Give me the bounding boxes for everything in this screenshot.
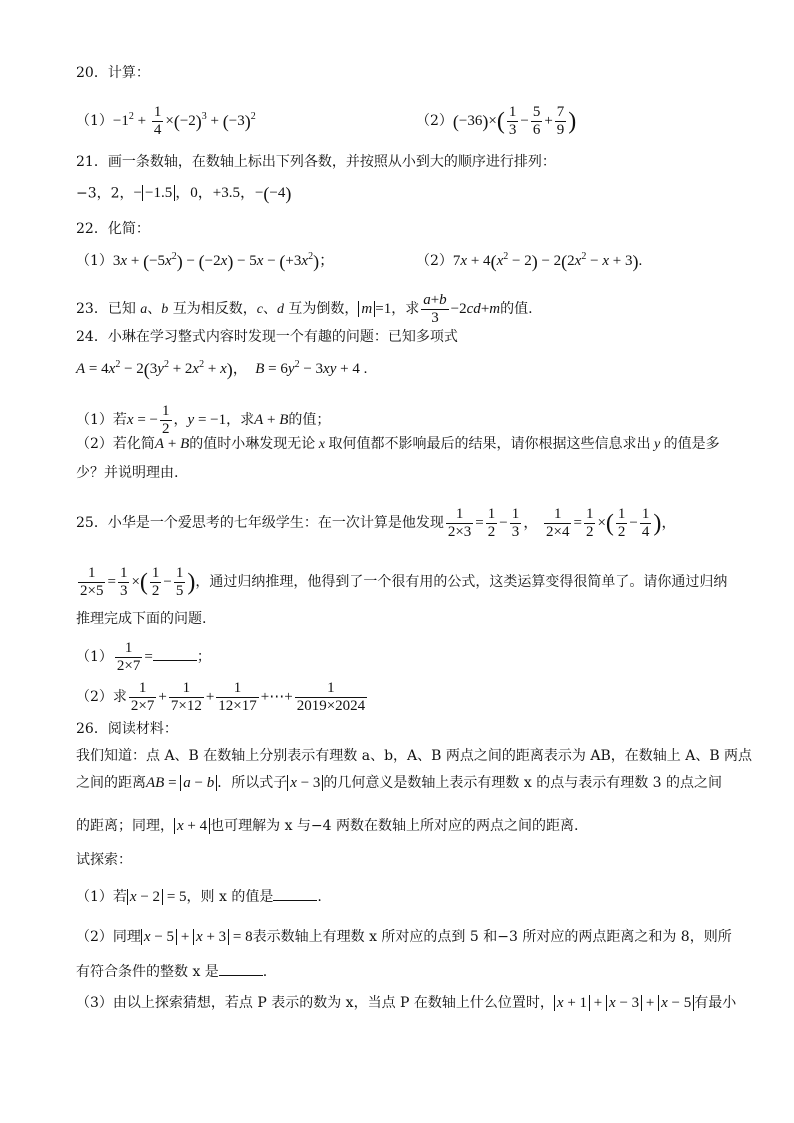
q25-part1-blank — [153, 648, 197, 661]
q26-explore: 试探索： — [76, 852, 132, 868]
q24-heading: 24．小琳在学习整式内容时发现一个有趣的问题：已知多项式 — [76, 329, 458, 345]
q26-part2-line2-b: . — [262, 964, 268, 980]
q26-part2-a: （2）同理 — [76, 929, 141, 945]
q23-text-e: 的值. — [500, 301, 533, 318]
q26-part2-line2 — [76, 963, 267, 979]
q26-part1: （1）若 x − 2 = 5，则 x 的值是 . — [76, 889, 322, 905]
q24-part2-a: （2）若化简 — [76, 436, 155, 452]
q26-part1-blank — [273, 888, 317, 901]
q23-text-a: 23．已知 — [76, 301, 141, 318]
q24-part2-line2: 少？并说明理由. — [76, 465, 179, 481]
q25-part1-label: （1） — [76, 649, 113, 666]
q26-line2-c: 的几何意义是数轴上表示有理数 x 的点与表示有理数 3 的点之间 — [323, 775, 723, 791]
q24-part2: （2）若化简A + B的值时小琳发现无论 x 取何值都不影响最后的结果，请你根据这些信息求出 y 的值是多 — [76, 436, 720, 452]
q26-line2-b: ．所以式子 — [217, 775, 288, 791]
q22-part2-label: （2） — [416, 253, 453, 269]
q26-line3-a: 的距离；同理， — [76, 818, 174, 834]
q26-heading: 26．阅读材料： — [76, 721, 178, 737]
q24-part1: （1）若x = − $\frac{1}{2}$ ，y = −1，求A + B的值； — [76, 403, 331, 438]
q23-text-b: 互为相反数， — [168, 301, 257, 318]
q24-part1-b: ， — [173, 412, 188, 429]
q26-line2: 之间的距离AB = a − b ．所以式子 x − 3 的几何意义是数轴上表示有理数 x 的点与表示有理数 3 的点之间 — [76, 775, 723, 791]
q26-part2-blank — [219, 963, 263, 976]
q25-part2: （2）求 $\frac{1}{2\times 7}$ + $\frac{1}{7\times 12}$ + $\frac{1}{12\times 17}$ +⋯+ $\frac{1}{2019\times 2024}$ — [76, 680, 366, 715]
q25-line1: 25．小华是一个爱思考的七年级学生：在一次计算是他发现 $\frac{1}{2\times 3}$ = $\frac{1}{2}$ − $\frac{1}{3}$ ， $\frac{1}{2\times 4}$ = $\frac{1}{2}$ ×( $\frac{1}{2}$ − $\frac{1}{4}$ )， — [76, 506, 677, 541]
q26-part1-c: . — [317, 889, 322, 905]
q23-text-c: 互为倒数， — [283, 301, 359, 318]
q22-part2: $(2)7x + 4(x^2 - 2) - 2(2x^2 - x + 3)$. — [416, 251, 643, 272]
q22-part1: $(1)3x + (-5x^2) - (-2x) - 5x - (+3x^2)$； — [76, 251, 335, 272]
q24-part2-d: 的值是多 — [663, 436, 720, 452]
q26-part2-line2-a: 有符合条件的整数 x 是 — [76, 964, 219, 980]
q25-line3: 推理完成下面的问题. — [76, 611, 207, 627]
q26-part1-a: （1）若 — [76, 889, 127, 905]
q26-part2: （2）同理 x − 5 + x + 3 = 8表示数轴上有理数 x 所对应的点到 5 和−3 所对应的两点距离之和为 8，则所 — [76, 929, 732, 945]
q20-part2-label: （2） — [416, 113, 453, 130]
q22-heading: 22．化简： — [76, 221, 150, 237]
q25-line2: $\frac{1}{2\times 5}$ = $\frac{1}{3}$ ×( $\frac{1}{2}$ − $\frac{1}{5}$ )，通过归纳推理，他得到了一个很有用的公式，这类运算变得很简单了。请你通过归纳 — [80, 565, 728, 600]
q23-line: 23．已知 a、b 互为相反数，c、d 互为倒数， m =1，求 $\frac{a+b}{3}$ −2cd+m的值. — [76, 292, 533, 327]
q24-part1-a: （1）若 — [76, 412, 127, 429]
q20-part2: （2）(−36)×( $\frac{1}{3}$ − $\frac{5}{6}$ + $\frac{7}{9}$ ) — [416, 104, 577, 139]
q25-part1: （1） $\frac{1}{2\times 7}$ = ； — [76, 640, 211, 675]
q22-part1-label: （1） — [76, 253, 113, 269]
q26-part3-a: （3）由以上探索猜想，若点 P 表示的数为 x，当点 P 在数轴上什么位置时， — [76, 995, 554, 1011]
q26-part1-b: ，则 x 的值是 — [186, 889, 274, 905]
q26-line2-a: 之间的距离 — [76, 775, 146, 791]
q25-head: 25．小华是一个爱思考的七年级学生：在一次计算是他发现 — [76, 515, 444, 532]
q21-numbers: −3，2，− −1.5 ，0，+3.5，−(−4) — [76, 184, 292, 204]
q24-part2-b: 的值时小琳发现无论 — [189, 436, 316, 452]
q25-line2-text: ，通过归纳推理，他得到了一个很有用的公式，这类运算变得很简单了。请你通过归纳 — [195, 574, 728, 591]
q26-line3-b: 也可理解为 x 与−4 两数在数轴上所对应的两点之间的距离. — [210, 818, 579, 834]
q24-part2-c: 取何值都不影响最后的结果，请你根据这些信息求出 — [328, 436, 651, 452]
q26-line1: 我们知道：点 A、B 在数轴上分别表示有理数 a、b，A、B 两点之间的距离表示为 AB，在数轴上 A、B 两点 — [76, 748, 753, 764]
q20-part1-label: （1） — [76, 113, 113, 130]
q21-heading: 21．画一条数轴，在数轴上标出下列各数，并按照从小到大的顺序进行排列： — [76, 154, 556, 170]
q24-polynomials: $A = 4x^2 - 2(3y^2 + 2x^2 + x)$， $B = 6y^2 - 3xy + 4$ . — [76, 359, 368, 380]
q24-part1-d: 的值； — [288, 412, 331, 429]
q20-heading: 20．计算： — [76, 65, 150, 81]
q26-part2-b: 表示数轴上有理数 x 所对应的点到 5 和−3 所对应的两点距离之和为 8，则所 — [252, 929, 732, 945]
q26-part3: （3）由以上探索猜想，若点 P 表示的数为 x，当点 P 在数轴上什么位置时， x + 1 + x − 3 + x − 5 有最小 — [76, 995, 737, 1011]
q23-text-d: ，求 — [391, 301, 420, 318]
q25-part2-label: （2）求 — [76, 689, 127, 706]
q20-part1: $(1)-1^2$ + $\frac{1}{4}$ $\times(-2)^3 + (-3)^2$ — [76, 104, 256, 139]
q24-part1-c: ，求 — [226, 412, 255, 429]
q26-part3-b: 有最小 — [694, 995, 737, 1011]
q21-numbers-a: −3，2， — [76, 185, 134, 202]
q26-line3: 的距离；同理， x + 4 也可理解为 x 与−4 两数在数轴上所对应的两点之间的距离. — [76, 818, 579, 834]
